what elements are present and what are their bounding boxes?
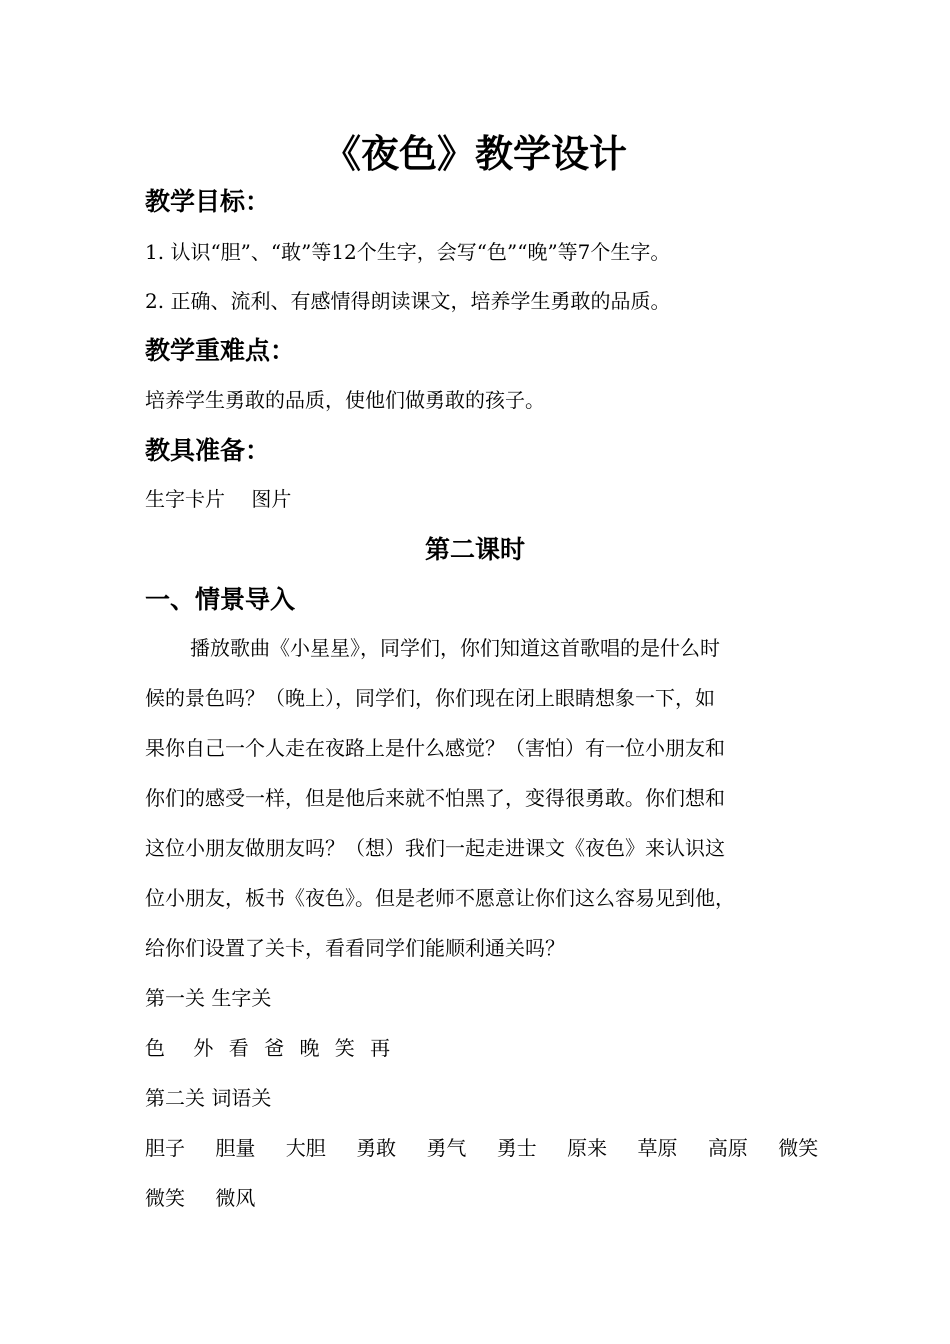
- char-item: 色: [145, 1036, 165, 1060]
- lesson-title: 第二课时: [424, 535, 525, 564]
- word-item: 微风: [215, 1186, 256, 1210]
- word-item: 勇士: [496, 1136, 537, 1160]
- level-2-words-row-2: [145, 1183, 279, 1213]
- key-points-text: 培养学生勇敢的品质，使他们做勇敢的孩子。: [145, 388, 545, 412]
- goal-item-2: 2. 正确、流利、有感情得朗读课文，培养学生勇敢的品质。: [145, 289, 671, 313]
- section-heading-goals: 教学目标：: [145, 187, 271, 216]
- paragraph-line: 播放歌曲《小星星》，同学们，你们知道这首歌唱的是什么时: [190, 636, 720, 660]
- char-item: 外: [193, 1036, 214, 1060]
- paragraph-line: 你们的感受一样，但是他后来就不怕黑了，变得很勇敢。你们想和: [145, 786, 725, 810]
- word-item: 原来: [567, 1136, 608, 1160]
- section-heading-tools: 教具准备：: [145, 436, 271, 465]
- char-item: 笑: [334, 1036, 355, 1060]
- char-item: 看: [228, 1036, 249, 1060]
- word-item: 勇敢: [356, 1136, 397, 1160]
- word-item: 微笑: [778, 1136, 819, 1160]
- paragraph-line: 给你们设置了关卡，看看同学们能顺利通关吗？: [145, 936, 565, 960]
- part-heading-intro: 一、情景导入: [145, 585, 296, 614]
- word-item: 大胆: [285, 1136, 326, 1160]
- word-item: 微笑: [145, 1186, 185, 1210]
- level-1-chars: [145, 1033, 399, 1063]
- char-item: 再: [370, 1036, 391, 1060]
- char-item: 晚: [299, 1036, 320, 1060]
- paragraph-line: 这位小朋友做朋友吗？（想）我们一起走进课文《夜色》来认识这: [145, 836, 725, 860]
- tools-text: 生字卡片 图片: [145, 487, 292, 511]
- word-item: 勇气: [426, 1136, 467, 1160]
- word-item: 草原: [637, 1136, 678, 1160]
- paragraph-line: 位小朋友，板书《夜色》。但是老师不愿意让你们这么容易见到他，: [145, 886, 735, 910]
- word-item: 胆量: [215, 1136, 256, 1160]
- document-title: 《夜色》教学设计: [322, 132, 627, 176]
- paragraph-line: 候的景色吗？（晚上），同学们，你们现在闭上眼睛想象一下，如: [145, 686, 715, 710]
- word-item: 高原: [707, 1136, 748, 1160]
- level-2-label: 第二关 词语关: [145, 1086, 272, 1110]
- char-item: 爸: [264, 1036, 285, 1060]
- level-1-label: 第一关 生字关: [145, 986, 272, 1010]
- word-item: 胆子: [145, 1136, 185, 1160]
- goal-item-1: 1. 认识“胆”、“敢”等12个生字，会写“色”“晚”等7个生字。: [145, 240, 671, 264]
- paragraph-line: 果你自己一个人走在夜路上是什么感觉？（害怕）有一位小朋友和: [145, 736, 725, 760]
- level-2-words-row-1: [145, 1133, 818, 1163]
- section-heading-key-points: 教学重难点：: [145, 336, 296, 365]
